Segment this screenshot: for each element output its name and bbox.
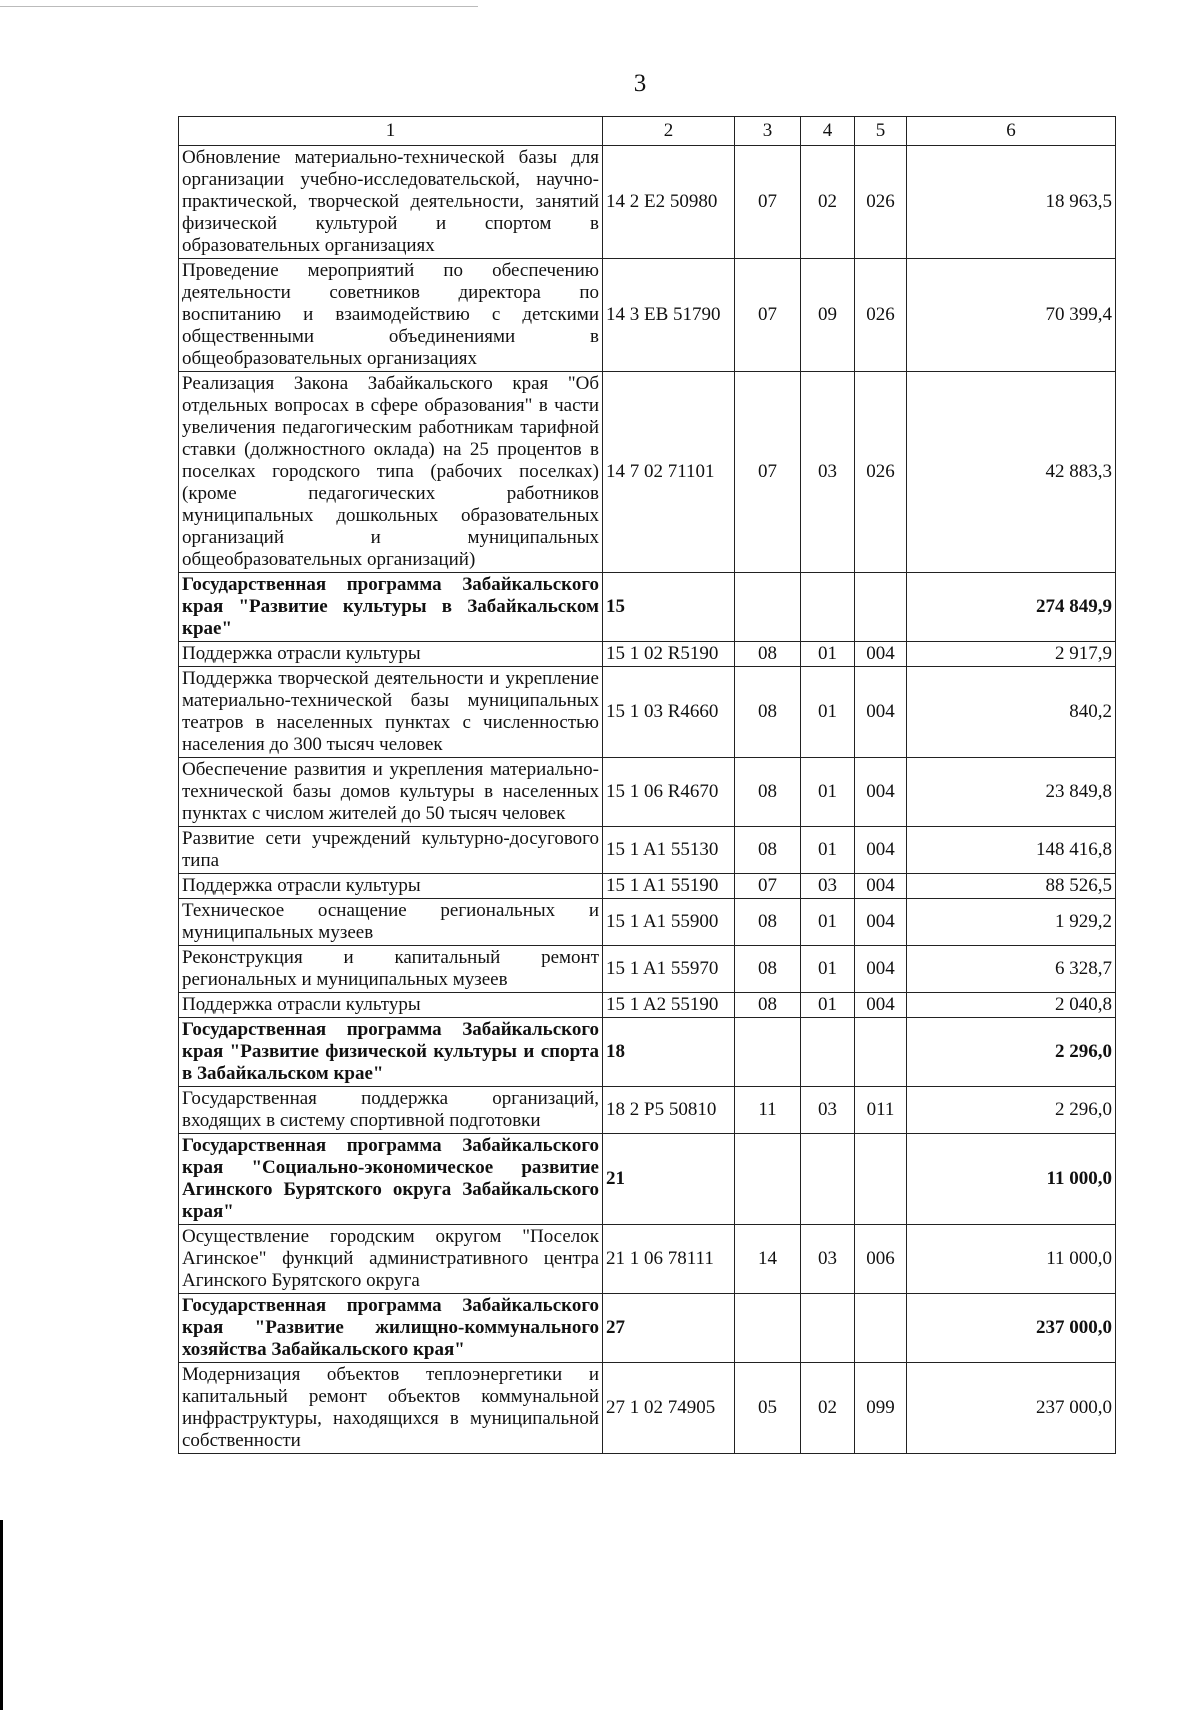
row-subsection: 01 (801, 899, 855, 946)
row-amount: 70 399,4 (907, 259, 1116, 372)
row-amount: 2 040,8 (907, 993, 1116, 1018)
header-cell-1: 1 (179, 117, 603, 146)
row-section: 08 (735, 946, 801, 993)
row-amount: 6 328,7 (907, 946, 1116, 993)
row-expense-type: 006 (855, 1225, 907, 1294)
row-name: Модернизация объектов теплоэнергетики и капитальный ремонт объектов коммунальной инфраструктуры, находящихся в муниципальной собственности (179, 1363, 603, 1454)
row-expense-type (855, 1294, 907, 1363)
row-subsection: 01 (801, 827, 855, 874)
row-expense-type: 011 (855, 1087, 907, 1134)
scan-left-edge (0, 1520, 3, 1710)
row-name: Осуществление городским округом "Поселок Агинское" функций административного центра Агинского Бурятского округа (179, 1225, 603, 1294)
row-code: 15 1 A1 55900 (603, 899, 735, 946)
row-section: 07 (735, 259, 801, 372)
row-amount: 237 000,0 (907, 1294, 1116, 1363)
row-amount: 148 416,8 (907, 827, 1116, 874)
row-section: 07 (735, 874, 801, 899)
row-code: 14 7 02 71101 (603, 372, 735, 573)
row-section: 08 (735, 758, 801, 827)
row-subsection (801, 1294, 855, 1363)
row-section: 08 (735, 993, 801, 1018)
row-section: 07 (735, 146, 801, 259)
row-amount: 1 929,2 (907, 899, 1116, 946)
row-name: Реализация Закона Забайкальского края "Об отдельных вопросах в сфере образования" в части увеличения педагогическим работникам тарифной ставки (должностного оклада) на 25 процентов в поселках городского типа (рабочих поселках) (кроме педагогических работников муниципальных дошкольных образовательных организаций и муниципальных общеобразовательных организаций) (179, 372, 603, 573)
row-code: 18 2 P5 50810 (603, 1087, 735, 1134)
row-subsection: 02 (801, 146, 855, 259)
row-section: 08 (735, 642, 801, 667)
row-expense-type: 026 (855, 146, 907, 259)
page-number: 3 (633, 70, 647, 97)
row-subsection: 03 (801, 1225, 855, 1294)
row-section: 08 (735, 899, 801, 946)
row-name: Реконструкция и капитальный ремонт региональных и муниципальных музеев (179, 946, 603, 993)
table-row (179, 946, 1116, 993)
row-expense-type (855, 573, 907, 642)
table-row (179, 993, 1116, 1018)
row-name: Поддержка отрасли культуры (179, 993, 603, 1018)
row-code: 21 1 06 78111 (603, 1225, 735, 1294)
row-name: Поддержка творческой деятельности и укрепление материально-технической базы муниципальных театров в населенных пунктах с численностью населения до 300 тысяч человек (179, 667, 603, 758)
row-subsection: 02 (801, 1363, 855, 1454)
row-expense-type: 004 (855, 827, 907, 874)
row-name: Развитие сети учреждений культурно-досугового типа (179, 827, 603, 874)
header-cell-3: 3 (735, 117, 801, 146)
row-code: 15 (603, 573, 735, 642)
table-row (179, 259, 1116, 372)
row-code: 27 (603, 1294, 735, 1363)
row-expense-type: 004 (855, 642, 907, 667)
row-name: Государственная программа Забайкальского края "Развитие физической культуры и спорта в Забайкальском крае" (179, 1018, 603, 1087)
row-expense-type: 004 (855, 946, 907, 993)
row-code: 18 (603, 1018, 735, 1087)
row-expense-type (855, 1134, 907, 1225)
program-row (179, 1134, 1116, 1225)
program-row (179, 1018, 1116, 1087)
row-section: 08 (735, 667, 801, 758)
row-code: 21 (603, 1134, 735, 1225)
row-name: Техническое оснащение региональных и муниципальных музеев (179, 899, 603, 946)
row-expense-type: 004 (855, 993, 907, 1018)
header-cell-2: 2 (603, 117, 735, 146)
row-subsection: 03 (801, 874, 855, 899)
row-subsection: 01 (801, 667, 855, 758)
row-amount: 2 296,0 (907, 1018, 1116, 1087)
row-amount: 23 849,8 (907, 758, 1116, 827)
scan-top-rule (0, 6, 478, 7)
table-row (179, 1225, 1116, 1294)
row-name: Государственная программа Забайкальского края "Развитие культуры в Забайкальском крае" (179, 573, 603, 642)
row-name: Государственная программа Забайкальского края "Развитие жилищно-коммунального хозяйства Забайкальского края" (179, 1294, 603, 1363)
row-amount: 42 883,3 (907, 372, 1116, 573)
row-subsection: 01 (801, 993, 855, 1018)
row-subsection: 01 (801, 946, 855, 993)
row-code: 15 1 A1 55970 (603, 946, 735, 993)
row-amount: 840,2 (907, 667, 1116, 758)
row-section (735, 1134, 801, 1225)
table-row (179, 874, 1116, 899)
header-cell-5: 5 (855, 117, 907, 146)
row-expense-type: 026 (855, 372, 907, 573)
table-row (179, 642, 1116, 667)
row-code: 15 1 A1 55190 (603, 874, 735, 899)
row-name: Проведение мероприятий по обеспечению деятельности советников директора по воспитанию и взаимодействию с детскими общественными объединениями в общеобразовательных организациях (179, 259, 603, 372)
row-expense-type: 099 (855, 1363, 907, 1454)
row-section: 14 (735, 1225, 801, 1294)
row-name: Обеспечение развития и укрепления материально-технической базы домов культуры в населенных пунктах с числом жителей до 50 тысяч человек (179, 758, 603, 827)
row-section: 05 (735, 1363, 801, 1454)
row-amount: 2 296,0 (907, 1087, 1116, 1134)
row-subsection (801, 1134, 855, 1225)
table-row (179, 827, 1116, 874)
row-expense-type: 004 (855, 667, 907, 758)
row-code: 15 1 03 R4660 (603, 667, 735, 758)
row-subsection: 01 (801, 758, 855, 827)
table-row (179, 1087, 1116, 1134)
row-subsection (801, 1018, 855, 1087)
table-row (179, 667, 1116, 758)
header-cell-6: 6 (907, 117, 1116, 146)
row-section (735, 573, 801, 642)
row-section (735, 1018, 801, 1087)
header-cell-4: 4 (801, 117, 855, 146)
row-expense-type: 004 (855, 899, 907, 946)
row-expense-type (855, 1018, 907, 1087)
program-row (179, 573, 1116, 642)
row-amount: 88 526,5 (907, 874, 1116, 899)
row-expense-type: 004 (855, 874, 907, 899)
row-section (735, 1294, 801, 1363)
row-code: 14 2 E2 50980 (603, 146, 735, 259)
row-subsection: 01 (801, 642, 855, 667)
row-code: 27 1 02 74905 (603, 1363, 735, 1454)
row-code: 15 1 A1 55130 (603, 827, 735, 874)
table-row (179, 372, 1116, 573)
row-subsection: 09 (801, 259, 855, 372)
row-name: Поддержка отрасли культуры (179, 874, 603, 899)
program-row (179, 1294, 1116, 1363)
row-subsection: 03 (801, 372, 855, 573)
budget-table (178, 116, 1116, 1454)
row-code: 15 1 A2 55190 (603, 993, 735, 1018)
row-name: Государственная поддержка организаций, входящих в систему спортивной подготовки (179, 1087, 603, 1134)
row-section: 08 (735, 827, 801, 874)
table-row (179, 899, 1116, 946)
table-row (179, 758, 1116, 827)
row-code: 15 1 06 R4670 (603, 758, 735, 827)
row-code: 14 3 EB 51790 (603, 259, 735, 372)
row-expense-type: 004 (855, 758, 907, 827)
row-amount: 274 849,9 (907, 573, 1116, 642)
row-section: 11 (735, 1087, 801, 1134)
row-amount: 11 000,0 (907, 1134, 1116, 1225)
row-name: Обновление материально-технической базы для организации учебно-исследовательской, научно-практической, творческой деятельности, занятий физической культурой и спортом в образовательных организациях (179, 146, 603, 259)
row-amount: 2 917,9 (907, 642, 1116, 667)
table-row (179, 146, 1116, 259)
row-subsection: 03 (801, 1087, 855, 1134)
row-code: 15 1 02 R5190 (603, 642, 735, 667)
row-amount: 11 000,0 (907, 1225, 1116, 1294)
header-row (179, 117, 1116, 146)
row-section: 07 (735, 372, 801, 573)
row-name: Поддержка отрасли культуры (179, 642, 603, 667)
row-amount: 237 000,0 (907, 1363, 1116, 1454)
table-row (179, 1363, 1116, 1454)
row-amount: 18 963,5 (907, 146, 1116, 259)
row-subsection (801, 573, 855, 642)
row-expense-type: 026 (855, 259, 907, 372)
row-name: Государственная программа Забайкальского края "Социально-экономическое развитие Агинского Бурятского округа Забайкальского края" (179, 1134, 603, 1225)
